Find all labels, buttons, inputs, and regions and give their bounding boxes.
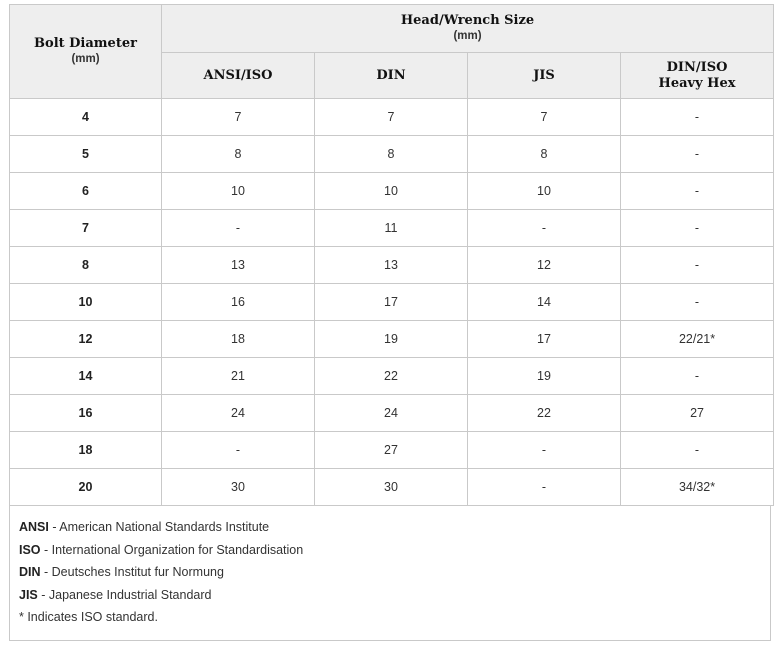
table-header [10,5,774,99]
column-header-heavy-hex-line2: Heavy Hex [658,75,736,91]
jis-cell: 8 [468,136,621,173]
ansi-iso-cell: 13 [162,247,315,284]
column-header-din: DIN [315,53,468,99]
table-row [10,284,774,321]
legend-abbreviation: ANSI [19,520,49,534]
bolt-diameter-cell: 4 [10,99,162,136]
table-row [10,358,774,395]
jis-cell: 12 [468,247,621,284]
din-cell: 10 [315,173,468,210]
ansi-iso-cell: 30 [162,469,315,506]
legend-abbreviation: ISO [19,542,41,557]
table-row [10,173,774,210]
legend-line [19,561,761,584]
legend-description: * Indicates ISO standard. [19,610,158,624]
din-iso-heavy-hex-cell: - [621,284,774,321]
table-row [10,136,774,173]
din-cell: 8 [315,136,468,173]
din-cell: 24 [315,395,468,432]
legend-description: - American National Standards Institute [48,520,270,534]
bolt-diameter-header [10,5,162,99]
din-cell: 19 [315,321,468,358]
legend-line [19,606,761,629]
jis-cell: 14 [468,284,621,321]
din-cell: 30 [315,469,468,506]
table-row [10,432,774,469]
bolt-diameter-unit: (mm) [71,53,100,65]
bolt-diameter-cell: 7 [10,210,162,247]
din-iso-heavy-hex-cell: - [621,173,774,210]
abbreviation-legend [9,506,771,641]
table-row [10,210,774,247]
din-iso-heavy-hex-cell: - [621,358,774,395]
din-cell: 11 [315,210,468,247]
jis-cell: - [468,432,621,469]
table-row [10,395,774,432]
head-wrench-size-header [162,5,774,53]
din-cell: 13 [315,247,468,284]
bolt-diameter-label: Bolt Diameter [34,36,137,51]
bolt-diameter-cell: 8 [10,247,162,284]
table-row [10,99,774,136]
jis-cell: 19 [468,358,621,395]
jis-cell: 7 [468,99,621,136]
din-cell: 7 [315,99,468,136]
bolt-diameter-cell: 10 [10,284,162,321]
din-iso-heavy-hex-cell: - [621,136,774,173]
table-row [10,321,774,358]
column-header-din-iso-heavy-hex [621,53,774,99]
ansi-iso-cell: 10 [162,173,315,210]
legend-line [19,516,761,539]
legend-description: - Japanese Industrial Standard [37,587,212,602]
jis-cell: - [468,469,621,506]
column-header-jis: JIS [468,53,621,99]
bolt-diameter-cell: 16 [10,395,162,432]
legend-description: - International Organization for Standardisation [40,542,304,557]
din-iso-heavy-hex-cell: 22/21* [621,321,774,358]
head-wrench-size-label: Head/Wrench Size [400,13,535,28]
bolt-diameter-cell: 6 [10,173,162,210]
ansi-iso-cell: 8 [162,136,315,173]
jis-cell: 10 [468,173,621,210]
ansi-iso-cell: 21 [162,358,315,395]
table-row [10,247,774,284]
bolt-wrench-size-table [9,4,774,506]
ansi-iso-cell: - [162,432,315,469]
legend-line [19,539,761,562]
bolt-size-table-container [9,4,773,641]
ansi-iso-cell: 16 [162,284,315,321]
bolt-diameter-cell: 14 [10,358,162,395]
din-iso-heavy-hex-cell: - [621,432,774,469]
legend-line [19,584,761,607]
din-cell: 22 [315,358,468,395]
din-iso-heavy-hex-cell: - [621,99,774,136]
column-header-din-iso-line1: DIN/ISO [666,59,728,75]
din-cell: 17 [315,284,468,321]
ansi-iso-cell: 7 [162,99,315,136]
column-header-ansi-iso: ANSI/ISO [162,53,315,99]
din-cell: 27 [315,432,468,469]
din-iso-heavy-hex-cell: - [621,210,774,247]
legend-abbreviation: JIS [19,587,38,602]
table-body [10,99,774,506]
din-iso-heavy-hex-cell: 34/32* [621,469,774,506]
ansi-iso-cell: 24 [162,395,315,432]
bolt-diameter-cell: 5 [10,136,162,173]
legend-abbreviation: DIN [19,565,41,579]
legend-description: - Deutsches Institut fur Normung [40,565,224,579]
table-row [10,469,774,506]
bolt-diameter-cell: 20 [10,469,162,506]
ansi-iso-cell: 18 [162,321,315,358]
jis-cell: 22 [468,395,621,432]
din-iso-heavy-hex-cell: - [621,247,774,284]
ansi-iso-cell: - [162,210,315,247]
din-iso-heavy-hex-cell: 27 [621,395,774,432]
jis-cell: - [468,210,621,247]
bolt-diameter-cell: 12 [10,321,162,358]
head-wrench-size-unit: (mm) [453,30,482,42]
jis-cell: 17 [468,321,621,358]
bolt-diameter-cell: 18 [10,432,162,469]
